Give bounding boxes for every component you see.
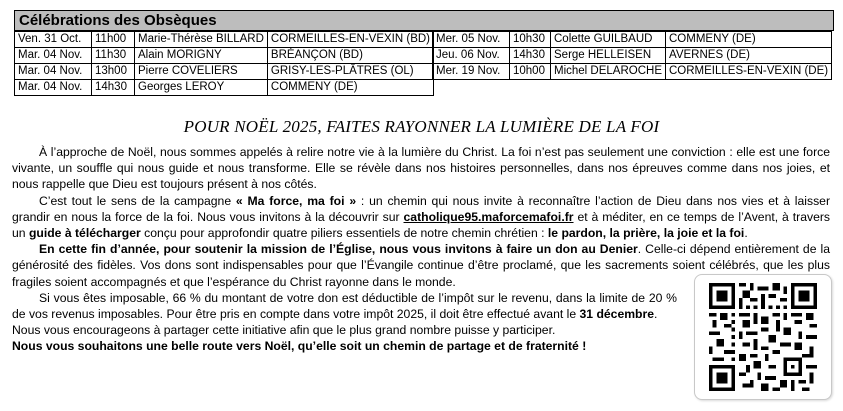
- paragraph-campaign: [12, 193, 830, 242]
- text-span: . Celle-ci dépend entièrement de la générosité des fidèles. Vos dons sont indispensables pour que l’Évangile continue d’être proclamé, que les sacrements soient célébrés, que les plus fragiles soient accompagnés et que l’espérance du Christ rayonne dans le monde.: [12, 242, 830, 289]
- text-span: .: [654, 307, 658, 322]
- time-cell: 10h30: [510, 32, 551, 48]
- paragraph-intro: À l’approche de Noël, nous sommes appelés à relire notre vie à la lumière du Christ. La foi n’est pas seulement une conviction : elle est une force vivante, un souffle qui nous guide et nous transforme. Elle se révèle dans nos histoires personnelles, dans nos épreuves comme dans nos joies, et nous rappelle que Dieu est toujours présent à nos côtés.: [12, 145, 830, 192]
- place-cell: COMMENY (DE): [267, 80, 433, 96]
- campaign-name: « Ma force, ma foi »: [235, 193, 357, 208]
- date-cell: Mar. 04 Nov.: [15, 48, 92, 64]
- date-cell: Mar. 04 Nov.: [15, 64, 92, 80]
- date-cell: Jeu. 06 Nov.: [433, 48, 510, 64]
- deadline-date: 31 décembre: [579, 307, 655, 322]
- name-cell: Georges LEROY: [135, 80, 268, 96]
- time-cell: 10h00: [510, 64, 551, 80]
- funeral-celebrations-section: [14, 10, 834, 97]
- date-cell: Mar. 04 Nov.: [15, 80, 92, 96]
- closing-wish: Nous vous souhaitons une belle route vers Noël, qu’elle soit un chemin de partage et de fraternité !: [12, 339, 587, 354]
- place-cell: COMMENY (DE): [666, 32, 832, 48]
- paragraph-share: Nous vous encourageons à partager cette initiative afin que le plus grand nombre puisse y participer.: [12, 323, 556, 338]
- place-cell: GRISY-LES-PLÂTRES (OL): [267, 64, 433, 80]
- qr-code-icon[interactable]: [709, 283, 817, 391]
- pillars-text: le pardon, la prière, la joie et la foi: [547, 226, 745, 241]
- place-cell: CORMEILLES-EN-VEXIN (BD): [267, 32, 433, 48]
- time-cell: 14h30: [510, 48, 551, 64]
- guide-download-text: guide à télécharger: [28, 226, 141, 241]
- table-row: [433, 48, 832, 64]
- article-title: POUR NOËL 2025, FAITES RAYONNER LA LUMIÈRE DE LA FOI: [183, 117, 660, 136]
- text-span: et à méditer, en ce temps de l’Avent, à travers un: [12, 209, 830, 241]
- table-row: [15, 80, 434, 96]
- time-cell: 14h30: [92, 80, 135, 96]
- qr-code-card: [694, 274, 832, 400]
- text-span: C’est tout le sens de la campagne: [39, 193, 236, 208]
- text-span: .: [744, 226, 748, 241]
- place-cell: AVERNES (DE): [666, 48, 832, 64]
- name-cell: Michel DELAROCHE: [551, 64, 666, 80]
- time-cell: 13h00: [92, 64, 135, 80]
- section-title: Célébrations des Obsèques: [14, 10, 834, 31]
- text-span: : un chemin qui nous invite à reconnaître l’action de Dieu dans nos vies et à laisser grandir en nous la force de la foi. Nous vous invitons à la découvrir sur: [12, 193, 831, 224]
- place-cell: CORMEILLES-EN-VEXIN (DE): [666, 64, 832, 80]
- place-cell: BRÉANÇON (BD): [267, 48, 433, 64]
- denier-appeal: En cette fin d’année, pour soutenir la mission de l’Église, nous vous invitons à faire un don au Denier: [39, 242, 638, 257]
- funeral-table-right: [432, 31, 832, 80]
- funeral-table-left: [14, 31, 434, 96]
- name-cell: Alain MORIGNY: [135, 48, 268, 64]
- date-cell: Ven. 31 Oct.: [15, 32, 92, 48]
- table-row: [433, 64, 832, 80]
- table-row: [15, 32, 434, 48]
- text-span: conçu pour approfondir quatre piliers essentiels de notre chemin chrétien :: [140, 226, 548, 241]
- campaign-website-link[interactable]: catholique95.maforcemafoi.fr: [403, 209, 574, 224]
- table-row: [15, 64, 434, 80]
- table-row: [15, 48, 434, 64]
- date-cell: Mer. 05 Nov.: [433, 32, 510, 48]
- name-cell: Marie-Thérèse BILLARD: [135, 32, 268, 48]
- table-row: [433, 32, 832, 48]
- name-cell: Serge HELLEISEN: [551, 48, 666, 64]
- time-cell: 11h30: [92, 48, 135, 64]
- date-cell: Mer. 19 Nov.: [433, 64, 510, 80]
- name-cell: Pierre COVELIERS: [135, 64, 268, 80]
- name-cell: Colette GUILBAUD: [551, 32, 666, 48]
- text-span: Si vous êtes imposable, 66 % du montant de votre don est déductible de l’impôt sur le revenu, dans la limite de 20 % de vos revenus imposables. Pour être pris en compte dans votre impôt 2025, il doit être effectué avant le: [12, 290, 677, 322]
- paragraph-tax: [12, 290, 677, 322]
- time-cell: 11h00: [92, 32, 135, 48]
